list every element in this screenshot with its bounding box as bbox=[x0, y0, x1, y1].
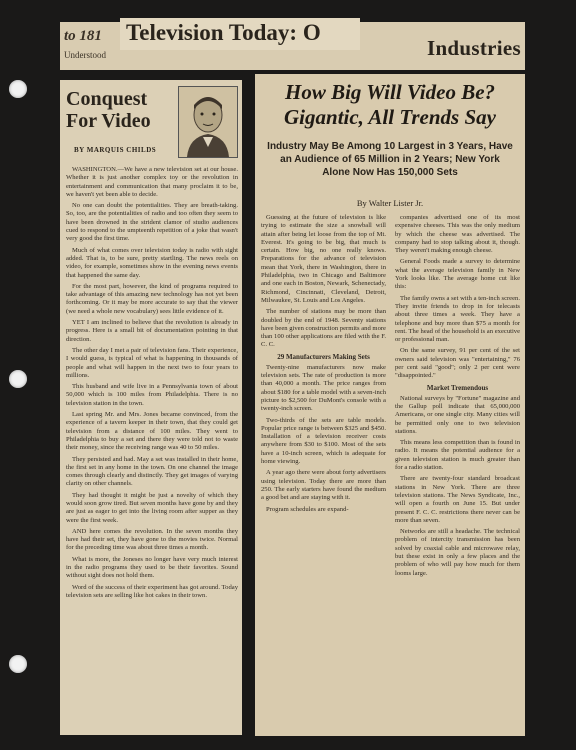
paragraph: Guessing at the future of television is like trying to estimate the size a snowball will attain after being let loose from the top of Mt. Everest. It's going to be big, that much is certain. How big, no one really knows. Preparations for the advance of television mean that York, there in Washington, there in Philadelphia, two in Chicago and Baltimore and one each in Boston, Newark, Schenectady, Richmond, Cincinnati, Cleveland, Detroit, Milwaukee, St. Louis and Los Angeles. bbox=[261, 214, 386, 304]
left-headline: Conquest For Video bbox=[66, 88, 151, 132]
paragraph: YET I am inclined to believe that the revolution is already in progress. Here is a small bit of documentation pointing in that direction. bbox=[66, 319, 238, 343]
paragraph: For the most part, however, the kind of programs required to take advantage of this amazing new technology has not yet been forthcoming. Or it may be more accurate to say that the viewer (we need a whole new vocabulary) sees little evidence of it. bbox=[66, 282, 238, 315]
right-column-a bbox=[261, 214, 386, 517]
left-article-clipping bbox=[60, 80, 242, 735]
paragraph: A year ago there were about forty advertisers using television. Today there are more than 250. The early starters have found the medium a good bet and are staying with it. bbox=[261, 469, 386, 502]
banner-clipping bbox=[120, 18, 360, 50]
paragraph: They had thought it might be just a novelty of which they would soon grow tired. But seven months have gone by and they are just as eager to get into the living room after supper as they were the first week. bbox=[66, 491, 238, 524]
strip-right-title: Industries bbox=[426, 36, 521, 60]
paragraph: There are twenty-four standard broadcast stations in New York. There are three television stations. The News Syndicate, Inc., will open a fourth on June 15. But under present F. C. C. restrictions there never can be more than seven. bbox=[395, 475, 520, 524]
binder-hole bbox=[9, 80, 27, 98]
left-byline: BY MARQUIS CHILDS bbox=[74, 146, 157, 154]
paragraph: Networks are still a headache. The technical problem of intercity transmission has been solved by coaxial cable and microwave relay, but these exist in only a few places and the problem of who will pay how much for them looms large. bbox=[395, 528, 520, 577]
right-headline: How Big Will Video Be? Gigantic, All Trends Say bbox=[284, 80, 496, 129]
banner-title: Television Today: O bbox=[126, 20, 321, 45]
paragraph: Program schedules are expand- bbox=[266, 505, 349, 513]
right-deck: Industry May Be Among 10 Largest in 3 Years, Have an Audience of 65 Million in 2 Years; New York Alone Now Has 150,000 Sets bbox=[267, 141, 513, 178]
paragraph: On the same survey, 91 per cent of the set owners said television was "entertaining," 76 per cent said "good"; only 2 per cent were "disappointed." bbox=[395, 347, 520, 380]
paragraph: Much of what comes over television today is radio with sight added. That is, to be sure, pretty startling. The news reels on video, for example, sometimes show in the evening news events that happened the same day. bbox=[66, 246, 238, 279]
right-column-b bbox=[395, 214, 520, 581]
paragraph: This husband and wife live in a Pennsylvania town of about 50,000 which is 100 miles from Philadelphia. There is no television station in the town. bbox=[66, 383, 238, 407]
paragraph: Last spring Mr. and Mrs. Jones became convinced, from the experience of a tavern keeper in their town, that they could get television from a distance of 100 miles. They went to Philadelphia to buy a set and there they were told not to waste their money, since the receiving range was 40 to 50 miles. bbox=[66, 411, 238, 452]
strip-left-line1: to 181 bbox=[64, 28, 102, 44]
strip-left-line2: Understood bbox=[64, 50, 106, 60]
paragraph: AND here comes the revolution. In the seven months they have had their set, they have gone to the movies twice. Normal for the preceding time was about three times a month. bbox=[66, 527, 238, 552]
paragraph: Two-thirds of the sets are table models. Popular price range is between $325 and $450. Installation of a television receiver costs anywhere from $30 to $100. Most of the sets have a 10-inch screen, which is adequate for home viewing. bbox=[261, 416, 386, 466]
right-byline: By Walter Lister Jr. bbox=[356, 198, 424, 208]
paragraph: The number of stations may be more than doubled by the end of 1948. Seventy stations have been given construction permits and more than 100 other applications are filed with the F. C. C. bbox=[261, 308, 386, 349]
binder-hole bbox=[9, 370, 27, 388]
left-article-body bbox=[66, 166, 238, 603]
paragraph: The family owns a set with a ten-inch screen. They invite friends to drop in for telecasts about three times a week. They have a telephone and buy more than $75 a month for rent. The head of the household is an executive or professional man. bbox=[395, 294, 520, 344]
paragraph: The other day I met a pair of television fans. Their experience, I would guess, is typical of what is happening in thousands of people and what will happen in the next two to four years to millions. bbox=[66, 346, 238, 379]
paragraph: What is more, the Joneses no longer have very much interest in the radio programs they used to be their favorites. Sound without sight does not hold them. bbox=[66, 555, 238, 580]
subheading: Market Tremendous bbox=[426, 383, 489, 392]
paragraph: WASHINGTON.—We have a new television set at our house. Whether it is just another complex toy or the revolution in entertainment and communication that many proclaim it to be, we haven't yet been able to decide. bbox=[66, 166, 238, 198]
right-article-clipping bbox=[255, 74, 525, 736]
author-portrait-image bbox=[178, 86, 238, 158]
subheading: 29 Manufacturers Making Sets bbox=[277, 352, 370, 361]
paragraph: This means less competition than is found in radio. It means the potential audience for a given television station is much greater than for a radio station. bbox=[395, 439, 520, 472]
binder-hole bbox=[9, 655, 27, 673]
paragraph: companies advertised one of its most expensive cheeses. This was the only medium by which the cheese was advertised. The company had to stop talking about it, though. They weren't making enough cheese. bbox=[395, 214, 520, 255]
paragraph: General Foods made a survey to determine what the average television family in New York looks like. The average home cut like this: bbox=[395, 258, 520, 291]
paragraph: No one can doubt the potentialities. They are breath-taking. So, too, are the potentialities of radio and too often they seem to have been drowned in the strident clamor of studio audiences cued to respond to the umpteenth repetition of a joke that wasn't very good the first time. bbox=[66, 202, 238, 243]
paragraph: They persisted and had. May a set was installed in their home, the first set in any home in the town. On one channel the image comes through clearly and distinctly. They get images of varying clarity on other channels. bbox=[66, 455, 238, 488]
paragraph: National surveys by "Fortune" magazine and the Gallup poll indicate that 65,000,000 Americans, or one single city. Many cities will be permitted only one to two television stations. bbox=[395, 394, 520, 435]
paragraph: Word of the success of their experiment has got around. Today television sets are selling like hot cakes in their town. bbox=[66, 583, 238, 599]
paragraph: Twenty-nine manufacturers now make television sets. The rate of production is more than 40,000 a month. The price ranges from about $180 for a table model with a seven-inch picture to $2,500 for DuMont's console with a twenty-inch screen. bbox=[261, 363, 386, 413]
